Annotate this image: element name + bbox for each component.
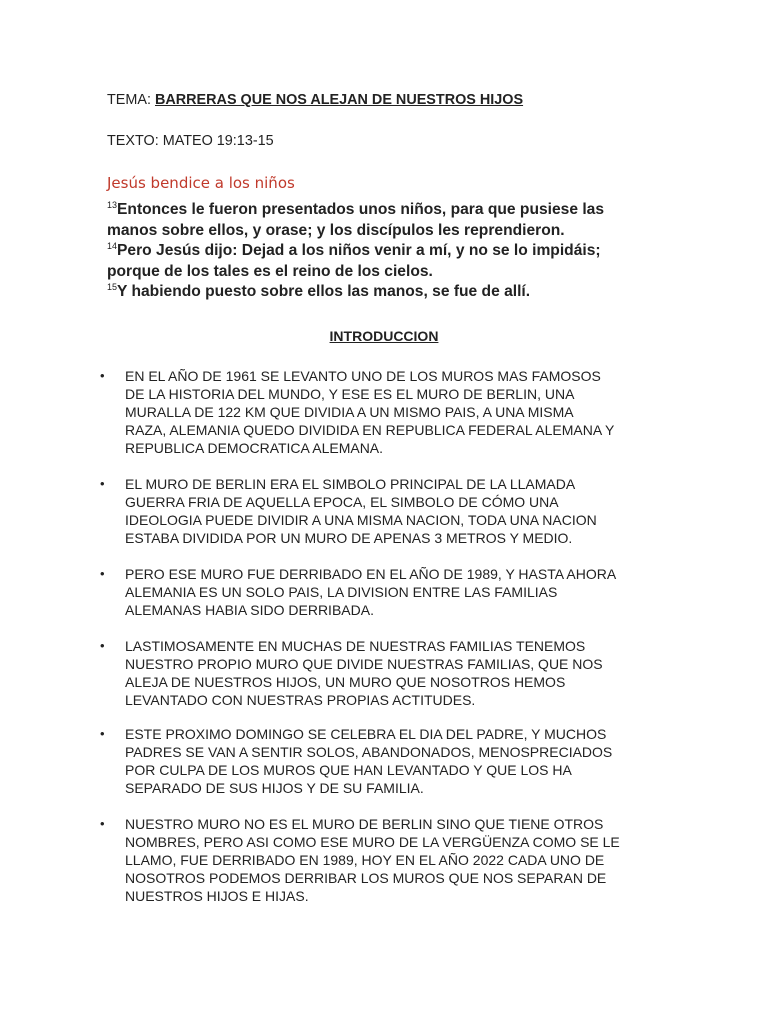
bullet-line: ALEMANIA ES UN SOLO PAIS, LA DIVISION ENTRE LAS FAMILIAS <box>125 584 558 600</box>
verse-line: manos sobre ellos, y orase; y los discípulos les reprendieron. <box>107 221 565 239</box>
bullet-line: NOSOTROS PODEMOS DERRIBAR LOS MUROS QUE NOS SEPARAN DE <box>125 870 607 886</box>
passage-heading: Jesús bendice a los niños <box>107 174 295 192</box>
verse-number: 13 <box>107 199 118 210</box>
bullet-line: DE LA HISTORIA DEL MUNDO, Y ESE ES EL MURO DE BERLIN, UNA <box>125 386 575 402</box>
bible-passage <box>107 200 647 303</box>
bullet-line: ESTE PROXIMO DOMINGO SE CELEBRA EL DIA DEL PADRE, Y MUCHOS <box>125 726 607 742</box>
list-item <box>100 475 597 547</box>
verse-13 <box>107 200 647 241</box>
bullet-line: IDEOLOGIA PUEDE DIVIDIR A UNA MISMA NACION, TODA UNA NACION <box>125 512 597 528</box>
verse-number: 15 <box>107 281 118 292</box>
bullet-line: NOMBRES, PERO ASI COMO ESE MURO DE LA VERGÜENZA COMO SE LE <box>125 834 620 850</box>
bullet-line: NUESTRO PROPIO MURO QUE DIVIDE NUESTRAS FAMILIAS, QUE NOS <box>125 656 603 672</box>
tema-line <box>107 92 523 109</box>
verse-line: Pero Jesús dijo: Dejad a los niños venir a mí, y no se lo impidáis; <box>117 242 601 259</box>
verse-14 <box>107 241 647 282</box>
bullet-line: GUERRA FRIA DE AQUELLA EPOCA, EL SIMBOLO DE CÓMO UNA <box>125 494 559 510</box>
bullet-line: NUESTRO MURO NO ES EL MURO DE BERLIN SINO QUE TIENE OTROS <box>125 816 604 832</box>
bullet-icon: • <box>100 638 105 653</box>
list-item <box>100 637 603 709</box>
list-item <box>100 565 616 619</box>
bullet-line: PADRES SE VAN A SENTIR SOLOS, ABANDONADOS, MENOSPRECIADOS <box>125 744 613 760</box>
list-item <box>100 725 612 797</box>
bullet-line: ALEMANAS HABIA SIDO DERRIBADA. <box>125 602 374 618</box>
bullet-line: ESTABA DIVIDIDA POR UN MURO DE APENAS 3 METROS Y MEDIO. <box>125 530 573 546</box>
bullet-line: RAZA, ALEMANIA QUEDO DIVIDIDA EN REPUBLICA FEDERAL ALEMANA Y <box>125 422 615 438</box>
tema-title: BARRERAS QUE NOS ALEJAN DE NUESTROS HIJOS <box>154 92 524 108</box>
verse-line: Y habiendo puesto sobre ellos las manos, se fue de allí. <box>117 283 531 300</box>
verse-line: Entonces le fueron presentados unos niños, para que pusiese las <box>117 201 605 218</box>
bullet-icon: • <box>100 566 105 581</box>
bullet-line: LEVANTADO CON NUESTRAS PROPIAS ACTITUDES. <box>125 692 476 708</box>
bullet-line: LASTIMOSAMENTE EN MUCHAS DE NUESTRAS FAMILIAS TENEMOS <box>125 638 586 654</box>
bullet-line: SEPARADO DE SUS HIJOS Y DE SU FAMILIA. <box>125 780 424 796</box>
bullet-line: LLAMO, FUE DERRIBADO EN 1989, HOY EN EL AÑO 2022 CADA UNO DE <box>125 852 605 868</box>
bullet-line: NUESTROS HIJOS E HIJAS. <box>125 888 309 904</box>
bullet-line: EL MURO DE BERLIN ERA EL SIMBOLO PRINCIPAL DE LA LLAMADA <box>125 476 576 492</box>
list-item <box>100 367 614 457</box>
bullet-line: ALEJA DE NUESTROS HIJOS, UN MURO QUE NOSOTROS HEMOS <box>125 674 566 690</box>
list-item <box>100 815 620 905</box>
bullet-icon: • <box>100 726 105 741</box>
verse-15 <box>107 282 647 303</box>
intro-heading: INTRODUCCION <box>329 328 439 344</box>
bullet-line: REPUBLICA DEMOCRATICA ALEMANA. <box>125 440 384 456</box>
verse-number: 14 <box>107 240 118 251</box>
bullet-icon: • <box>100 476 105 491</box>
bullet-line: EN EL AÑO DE 1961 SE LEVANTO UNO DE LOS MUROS MAS FAMOSOS <box>125 368 601 384</box>
bullet-line: PERO ESE MURO FUE DERRIBADO EN EL AÑO DE 1989, Y HASTA AHORA <box>125 566 617 582</box>
bullet-icon: • <box>100 816 105 831</box>
bullet-line: MURALLA DE 122 KM QUE DIVIDIA A UN MISMO PAIS, A UNA MISMA <box>125 404 574 420</box>
tema-label: TEMA: <box>107 92 155 108</box>
bullet-line: POR CULPA DE LOS MUROS QUE HAN LEVANTADO Y QUE LOS HA <box>125 762 572 778</box>
bullet-icon: • <box>100 368 105 383</box>
texto-reference: TEXTO: MATEO 19:13-15 <box>107 133 274 149</box>
verse-line: porque de los tales es el reino de los cielos. <box>107 262 433 280</box>
